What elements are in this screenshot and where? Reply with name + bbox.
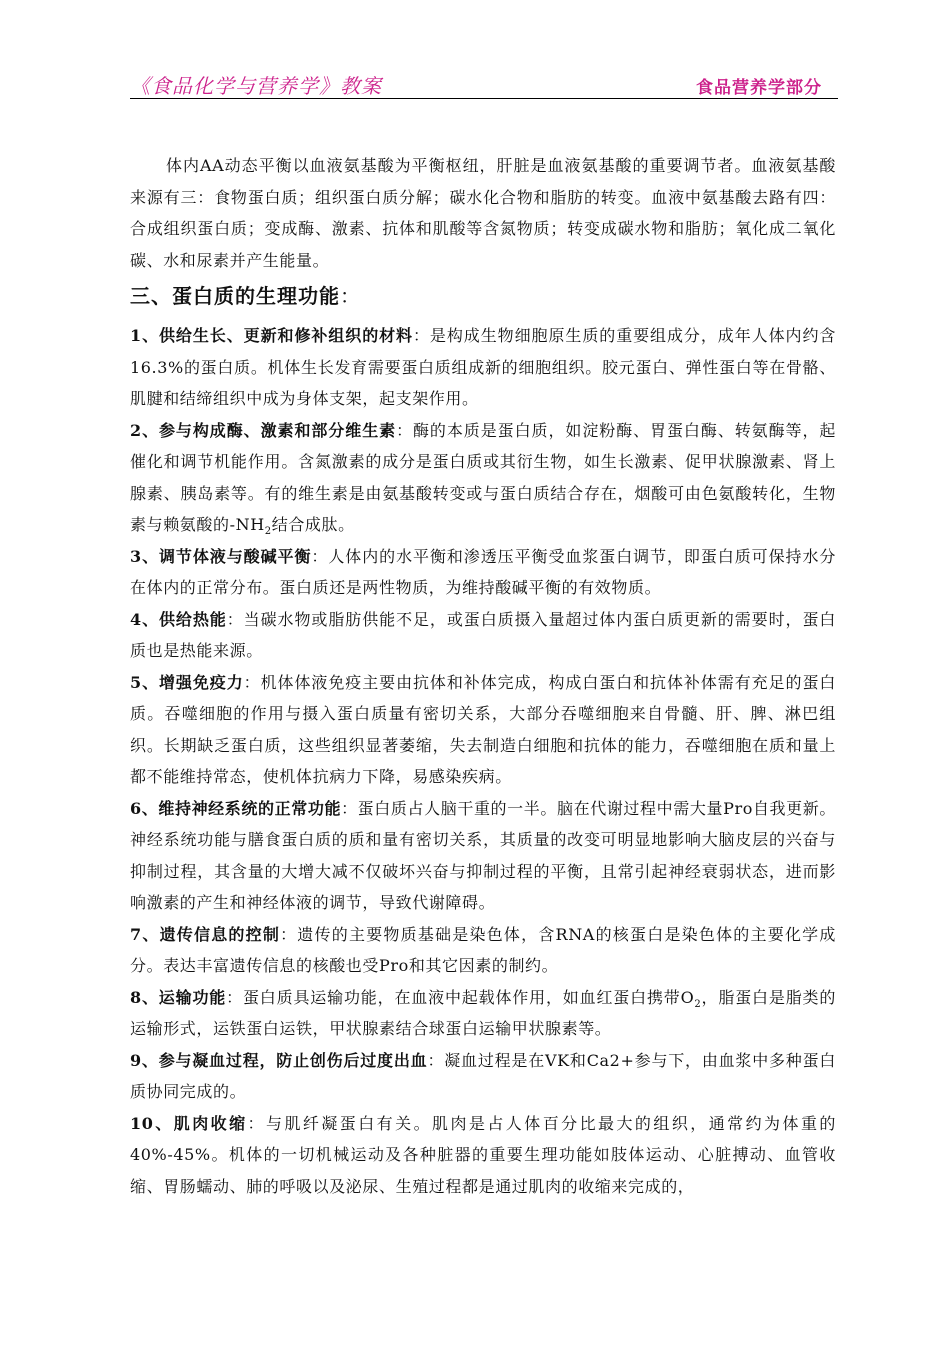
function-item-6 — [130, 793, 836, 919]
function-item-2 — [130, 415, 836, 541]
item-lead: 9、参与凝血过程，防止创伤后过度出血 — [130, 1050, 428, 1070]
header-divider — [130, 98, 838, 99]
subscript: 2 — [264, 526, 272, 538]
item-body: ：是构成生物细胞原生质的重要组成分，成年人体内约含16.3%的蛋白质。机体生长发育需要蛋白质组成新的细胞组织。胶元蛋白、弹性蛋白等在骨骼、肌腱和结缔组织中成为身体支架，起支架作用。 — [130, 326, 836, 408]
item-body: ：当碳水物或脂肪供能不足，或蛋白质摄入量超过体内蛋白质更新的需要时，蛋白质也是热能来源。 — [130, 609, 836, 660]
item-body: ：人体内的水平衡和渗透压平衡受血浆蛋白调节，即蛋白质可保持水分在体内的正常分布。蛋白质还是两性物质，为维持酸碱平衡的有效物质。 — [130, 546, 836, 597]
item-lead: 4、供给热能 — [130, 609, 227, 629]
page-header — [130, 70, 838, 98]
item-lead: 3、调节体液与酸碱平衡 — [130, 546, 312, 566]
page-body — [130, 150, 836, 1202]
section-heading-text: 三、蛋白质的生理功能 — [130, 284, 340, 308]
item-body: ：遗传的主要物质基础是染色体，含RNA的核蛋白是染色体的主要化学成分。表达丰富遗传信息的核酸也受Pro和其它因素的制约。 — [130, 924, 836, 975]
item-body-tail: ，脂蛋白是脂类的运输形式，运铁蛋白运铁，甲状腺素结合球蛋白运输甲状腺素等。 — [130, 987, 836, 1038]
item-body: ：凝血过程是在VK和Ca2+参与下，由血浆中多种蛋白质协同完成的。 — [130, 1050, 836, 1101]
function-item-3 — [130, 541, 836, 604]
item-body: ：蛋白质占人脑干重的一半。脑在代谢过程中需大量Pro自我更新。神经系统功能与膳食蛋白质的质和量有密切关系，其质量的改变可明显地影响大脑皮层的兴奋与抑制过程，其含量的大增大减不仅破坏兴奋与抑制过程的平衡，且常引起神经衰弱状态，进而影响激素的产生和神经体液的调节，导致代谢障碍。 — [130, 798, 836, 912]
function-item-7 — [130, 919, 836, 982]
document-title: 《食品化学与营养学》教案 — [130, 74, 382, 98]
function-item-8 — [130, 982, 836, 1045]
item-body: ：蛋白质具运输功能，在血液中起载体作用，如血红蛋白携带O — [226, 987, 695, 1007]
section-label: 食品营养学部分 — [696, 78, 822, 98]
item-lead: 6、维持神经系统的正常功能 — [130, 798, 342, 818]
intro-paragraph: 体内AA动态平衡以血液氨基酸为平衡枢纽，肝脏是血液氨基酸的重要调节者。血液氨基酸来源有三：食物蛋白质；组织蛋白质分解；碳水化合物和脂肪的转变。血液中氨基酸去路有四：合成组织蛋白质；变成酶、激素、抗体和肌酸等含氮物质；转变成碳水物和脂肪；氧化成二氧化碳、水和尿素并产生能量。 — [130, 156, 836, 270]
item-lead: 7、遗传信息的控制 — [130, 924, 281, 944]
function-item-1 — [130, 320, 836, 415]
item-lead: 5、增强免疫力 — [130, 672, 244, 692]
function-item-9 — [130, 1045, 836, 1108]
item-lead: 1、供给生长、更新和修补组织的材料 — [130, 326, 413, 345]
function-item-4 — [130, 604, 836, 667]
item-body-tail: 结合成肽。 — [271, 515, 355, 534]
function-item-5 — [130, 667, 836, 793]
item-lead: 8、运输功能 — [130, 987, 227, 1007]
item-lead: 2、参与构成酶、激素和部分维生素 — [130, 420, 397, 440]
item-body: ：酶的本质是蛋白质，如淀粉酶、胃蛋白酶、转氨酶等，起催化和调节机能作用。含氮激素的成分是蛋白质或其衍生物，如生长激素、促甲状腺激素、肾上腺素、胰岛素等。有的维生素是由氨基酸转变或与蛋白质结合存在，烟酸可由色氨酸转化，生物素与赖氨酸的-NH — [130, 420, 836, 534]
function-item-10 — [130, 1108, 836, 1203]
section-heading-colon: ： — [340, 284, 361, 308]
item-body: ：机体体液免疫主要由抗体和补体完成，构成白蛋白和抗体补体需有充足的蛋白质。吞噬细胞的作用与摄入蛋白质量有密切关系，大部分吞噬细胞来自骨髓、肝、脾、淋巴组织。长期缺乏蛋白质，这些组织显著萎缩，失去制造白细胞和抗体的能力，吞噬细胞在质和量上都不能维持常态，使机体抗病力下降，易感染疾病。 — [130, 672, 836, 786]
subscript: 2 — [694, 998, 702, 1010]
item-lead: 10、肌肉收缩 — [130, 1113, 248, 1133]
section-heading — [130, 278, 836, 314]
item-body: ：与肌纤凝蛋白有关。肌肉是占人体百分比最大的组织，通常约为体重的40%-45%。机体的一切机械运动及各种脏器的重要生理功能如肢体运动、心脏搏动、血管收缩、胃肠蠕动、肺的呼吸以及泌尿、生殖过程都是通过肌肉的收缩来完成的， — [130, 1113, 836, 1196]
